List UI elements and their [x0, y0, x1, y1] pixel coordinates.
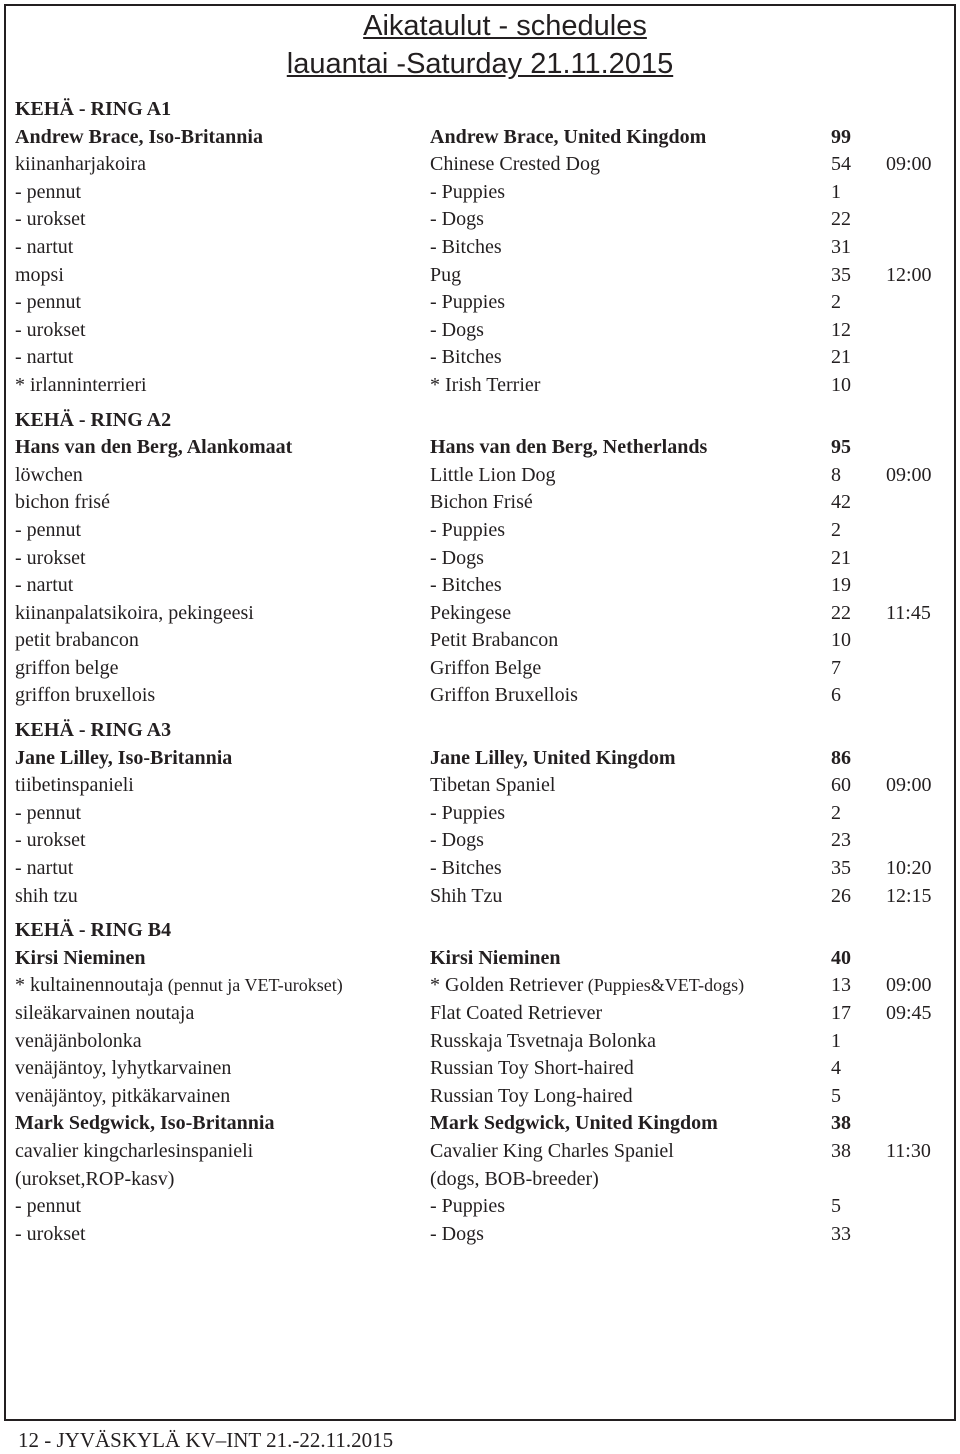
english-name-text: - Puppies — [430, 518, 505, 541]
entry-count: 60 — [831, 774, 851, 797]
breed-row — [15, 572, 945, 600]
entry-count: 33 — [831, 1222, 851, 1245]
english-name — [430, 655, 541, 683]
breed-row — [15, 462, 945, 490]
breed-row — [15, 206, 945, 234]
breed-row — [15, 179, 945, 207]
page-subtitle: lauantai -Saturday 21.11.2015 — [286, 48, 674, 80]
english-name — [430, 772, 555, 800]
english-name-text: Jane Lilley, United Kingdom — [430, 746, 676, 769]
entry-count: 22 — [831, 208, 851, 231]
english-name — [430, 600, 511, 628]
english-name — [430, 372, 540, 400]
english-name-text: Cavalier King Charles Spaniel — [430, 1139, 674, 1162]
finnish-name-text: kiinanharjakoira — [15, 153, 147, 176]
finnish-name-text: shih tzu — [15, 884, 78, 907]
finnish-name — [15, 289, 81, 317]
english-name-text: - Puppies — [430, 801, 505, 824]
english-name — [430, 855, 502, 883]
english-name-text: Kirsi Nieminen — [430, 946, 561, 969]
english-name-text: - Puppies — [430, 1195, 505, 1218]
finnish-name — [15, 206, 86, 234]
breed-row — [15, 372, 945, 400]
english-name — [430, 1083, 633, 1111]
entry-count: 95 — [831, 436, 851, 459]
finnish-name — [15, 124, 263, 152]
english-name-text: * Golden Retriever — [430, 974, 584, 997]
finnish-name-text: löwchen — [15, 463, 83, 486]
finnish-name — [15, 627, 139, 655]
english-name — [430, 1193, 505, 1221]
english-name — [430, 317, 484, 345]
english-name — [430, 827, 484, 855]
finnish-name-text: - pennut — [15, 801, 82, 824]
english-name-text: Russian Toy Short-haired — [430, 1057, 634, 1080]
english-name-text: - Bitches — [430, 235, 502, 258]
finnish-name — [15, 1110, 274, 1138]
english-name-text: - Dogs — [430, 318, 484, 341]
finnish-name-text: - pennut — [15, 1195, 82, 1218]
finnish-name — [15, 572, 73, 600]
finnish-name-text: bichon frisé — [15, 491, 110, 514]
english-name — [430, 344, 502, 372]
judge-row — [15, 745, 945, 773]
finnish-name-text: Jane Lilley, Iso-Britannia — [15, 746, 233, 769]
finnish-name-text: * kultainennoutaja — [15, 974, 164, 997]
entry-count: 5 — [831, 1195, 841, 1218]
finnish-name-text: Mark Sedgwick, Iso-Britannia — [15, 1112, 275, 1135]
finnish-name — [15, 179, 81, 207]
entry-count: 13 — [831, 974, 851, 997]
finnish-name — [15, 827, 86, 855]
entry-count: 17 — [831, 1002, 851, 1024]
finnish-name-text: petit brabancon — [15, 629, 139, 652]
entry-count: 2 — [831, 291, 841, 314]
finnish-name-text: Hans van den Berg, Alankomaat — [15, 436, 293, 459]
entry-count: 2 — [831, 801, 841, 824]
entry-count: 23 — [831, 829, 851, 852]
entry-count: 35 — [831, 857, 851, 880]
english-name — [430, 745, 676, 773]
english-name — [430, 124, 706, 152]
breed-row — [15, 517, 945, 545]
entry-count: 4 — [831, 1057, 841, 1080]
finnish-name — [15, 1083, 230, 1111]
english-name — [430, 489, 533, 517]
entry-count: 12 — [831, 318, 851, 341]
judge-row — [15, 434, 945, 462]
breed-row — [15, 772, 945, 800]
finnish-name — [15, 1055, 231, 1083]
finnish-name — [15, 489, 110, 517]
start-time: 12:15 — [886, 884, 932, 907]
start-time: 09:00 — [886, 974, 932, 997]
english-name — [430, 434, 707, 462]
breed-row — [15, 800, 945, 828]
english-name-text: Petit Brabancon — [430, 629, 559, 652]
english-name-text: Griffon Belge — [430, 656, 542, 679]
finnish-name-text: cavalier kingcharlesinspanieli — [15, 1139, 254, 1162]
page-title: Aikataulut - schedules — [363, 10, 647, 42]
ring-title: KEHÄ - RING A2 — [15, 408, 172, 431]
finnish-name-text: griffon bruxellois — [15, 684, 156, 707]
english-name-text: Mark Sedgwick, United Kingdom — [430, 1112, 718, 1135]
english-name-text: Tibetan Spaniel — [430, 774, 556, 797]
finnish-name — [15, 151, 146, 179]
english-name-text: Griffon Bruxellois — [430, 684, 578, 707]
finnish-name-text: - urokset — [15, 1222, 86, 1245]
finnish-name-text: - nartut — [15, 235, 74, 258]
english-name-text: Pekingese — [430, 601, 512, 624]
english-name — [430, 972, 744, 1000]
english-name — [430, 517, 505, 545]
finnish-name — [15, 883, 78, 911]
entry-count: 8 — [831, 463, 841, 486]
english-name-text: - Dogs — [430, 546, 484, 569]
finnish-name-text: sileäkarvainen noutaja — [15, 1002, 195, 1024]
start-time: 11:30 — [886, 1139, 931, 1162]
english-name — [430, 883, 502, 911]
ring-title: KEHÄ - RING A3 — [15, 719, 172, 742]
english-name — [430, 1221, 484, 1249]
english-name-text: Andrew Brace, United Kingdom — [430, 125, 707, 148]
finnish-name — [15, 517, 81, 545]
finnish-name-text: tiibetinspanieli — [15, 774, 134, 797]
entry-count: 10 — [831, 629, 851, 652]
finnish-name — [15, 317, 86, 345]
english-name — [430, 262, 461, 290]
english-name — [430, 1166, 599, 1194]
english-name — [430, 179, 505, 207]
start-time: 09:00 — [886, 463, 932, 486]
finnish-name-note: (pennut ja VET-urokset) — [163, 975, 343, 996]
breed-row — [15, 1055, 945, 1083]
entry-count: 2 — [831, 518, 841, 541]
entry-count: 35 — [831, 263, 851, 286]
entry-count: 99 — [831, 125, 851, 148]
finnish-name-text: - urokset — [15, 318, 86, 341]
english-name — [430, 682, 578, 710]
entry-count: 6 — [831, 684, 841, 707]
finnish-name — [15, 1028, 142, 1056]
breed-row — [15, 682, 945, 710]
breed-row — [15, 627, 945, 655]
english-name — [430, 151, 600, 179]
english-name — [430, 545, 484, 573]
breed-row — [15, 1000, 945, 1028]
breed-row — [15, 1028, 945, 1056]
finnish-name — [15, 972, 343, 1000]
english-name — [430, 1110, 718, 1138]
start-time: 10:20 — [886, 857, 932, 880]
breed-row — [15, 1221, 945, 1249]
breed-row — [15, 1193, 945, 1221]
english-name — [430, 1055, 634, 1083]
finnish-name — [15, 1000, 194, 1028]
finnish-name-text: (urokset,ROP-kasv) — [15, 1167, 175, 1190]
finnish-name — [15, 1193, 81, 1221]
english-name-text: - Dogs — [430, 829, 484, 852]
english-name — [430, 206, 484, 234]
breed-row — [15, 972, 945, 1000]
finnish-name-text: - nartut — [15, 574, 74, 597]
finnish-name-text: Andrew Brace, Iso-Britannia — [15, 125, 263, 148]
entry-count: 22 — [831, 601, 851, 624]
english-name — [430, 234, 502, 262]
finnish-name-text: - pennut — [15, 518, 82, 541]
english-name-text: Russkaja Tsvetnaja Bolonka — [430, 1029, 656, 1052]
breed-row — [15, 655, 945, 683]
finnish-name — [15, 372, 147, 400]
entry-count: 1 — [831, 180, 841, 203]
entry-count: 7 — [831, 656, 841, 679]
english-name-text: Shih Tzu — [430, 884, 503, 907]
judge-row — [15, 124, 945, 152]
english-name — [430, 1000, 602, 1028]
finnish-name-text: * irlanninterrieri — [15, 373, 147, 396]
entry-count: 86 — [831, 746, 851, 769]
finnish-name-text: - nartut — [15, 346, 74, 369]
entry-count: 54 — [831, 153, 851, 176]
start-time: 09:45 — [886, 1002, 932, 1024]
english-name-text: - Dogs — [430, 208, 484, 231]
entry-count: 38 — [831, 1112, 851, 1135]
entry-count: 21 — [831, 546, 851, 569]
judge-row — [15, 945, 945, 973]
breed-row — [15, 1138, 945, 1166]
start-time: 12:00 — [886, 263, 932, 286]
finnish-name — [15, 1221, 86, 1249]
breed-row — [15, 234, 945, 262]
finnish-name — [15, 1166, 174, 1194]
entry-count: 26 — [831, 884, 851, 907]
breed-row — [15, 600, 945, 628]
english-name-text: - Puppies — [430, 291, 505, 314]
english-name-text: Hans van den Berg, Netherlands — [430, 436, 708, 459]
finnish-name — [15, 462, 83, 490]
english-name-text: - Bitches — [430, 346, 502, 369]
finnish-name — [15, 772, 134, 800]
english-name-text: - Dogs — [430, 1222, 484, 1245]
finnish-name-text: venäjäntoy, pitkäkarvainen — [15, 1084, 231, 1107]
finnish-name — [15, 600, 254, 628]
breed-row — [15, 489, 945, 517]
finnish-name — [15, 655, 119, 683]
finnish-name-text: kiinanpalatsikoira, pekingeesi — [15, 601, 254, 624]
entry-count: 5 — [831, 1084, 841, 1107]
finnish-name-text: - urokset — [15, 546, 86, 569]
finnish-name — [15, 545, 86, 573]
entry-count: 42 — [831, 491, 851, 514]
breed-row — [15, 317, 945, 345]
finnish-name — [15, 682, 155, 710]
breed-row — [15, 545, 945, 573]
finnish-name — [15, 745, 232, 773]
finnish-name-text: venäjänbolonka — [15, 1029, 142, 1052]
breed-row — [15, 262, 945, 290]
finnish-name — [15, 234, 73, 262]
finnish-name-text: - urokset — [15, 829, 86, 852]
breed-row — [15, 344, 945, 372]
breed-row — [15, 855, 945, 883]
entry-count: 19 — [831, 574, 851, 597]
english-name-text: - Bitches — [430, 857, 502, 880]
english-name-text: * Irish Terrier — [430, 373, 541, 396]
english-name-note: (Puppies&VET-dogs) — [583, 975, 745, 996]
finnish-name-text: griffon belge — [15, 656, 119, 679]
entry-count: 31 — [831, 235, 851, 258]
finnish-name — [15, 800, 81, 828]
english-name — [430, 1028, 656, 1056]
finnish-name — [15, 945, 146, 973]
start-time: 09:00 — [886, 153, 932, 176]
page-footer: 12 - JYVÄSKYLÄ KV–INT 21.-22.11.2015 — [18, 1428, 394, 1452]
breed-row — [15, 289, 945, 317]
finnish-name-text: - pennut — [15, 180, 82, 203]
entry-count: 10 — [831, 373, 851, 396]
english-name — [430, 800, 505, 828]
finnish-name — [15, 1138, 253, 1166]
entry-count: 1 — [831, 1029, 841, 1052]
english-name-text: Flat Coated Retriever — [430, 1002, 603, 1024]
english-name — [430, 289, 505, 317]
english-name-text: (dogs, BOB-breeder) — [430, 1167, 599, 1190]
breed-row — [15, 151, 945, 179]
english-name-text: - Puppies — [430, 180, 505, 203]
ring-title: KEHÄ - RING A1 — [15, 98, 172, 120]
finnish-name-text: mopsi — [15, 263, 64, 286]
english-name — [430, 627, 558, 655]
finnish-name — [15, 855, 73, 883]
breed-row — [15, 1166, 945, 1194]
finnish-name — [15, 434, 292, 462]
finnish-name-text: - pennut — [15, 291, 82, 314]
judge-row — [15, 1110, 945, 1138]
english-name — [430, 572, 502, 600]
start-time: 09:00 — [886, 774, 932, 797]
english-name — [430, 945, 561, 973]
english-name-text: Pug — [430, 263, 462, 286]
finnish-name — [15, 262, 64, 290]
entry-count: 38 — [831, 1139, 851, 1162]
english-name-text: Little Lion Dog — [430, 463, 556, 486]
finnish-name-text: Kirsi Nieminen — [15, 946, 146, 969]
finnish-name — [15, 344, 73, 372]
entry-count: 40 — [831, 946, 851, 969]
finnish-name-text: - urokset — [15, 208, 86, 231]
breed-row — [15, 1083, 945, 1111]
english-name-text: Russian Toy Long-haired — [430, 1084, 633, 1107]
entry-count: 21 — [831, 346, 851, 369]
english-name-text: - Bitches — [430, 574, 502, 597]
english-name-text: Chinese Crested Dog — [430, 153, 600, 176]
start-time: 11:45 — [886, 601, 931, 624]
ring-title: KEHÄ - RING B4 — [15, 919, 172, 942]
finnish-name-text: - nartut — [15, 857, 74, 880]
breed-row — [15, 883, 945, 911]
english-name-text: Bichon Frisé — [430, 491, 533, 514]
breed-row — [15, 827, 945, 855]
english-name — [430, 1138, 674, 1166]
english-name — [430, 462, 556, 490]
finnish-name-text: venäjäntoy, lyhytkarvainen — [15, 1057, 232, 1080]
schedule-content — [15, 96, 945, 1248]
